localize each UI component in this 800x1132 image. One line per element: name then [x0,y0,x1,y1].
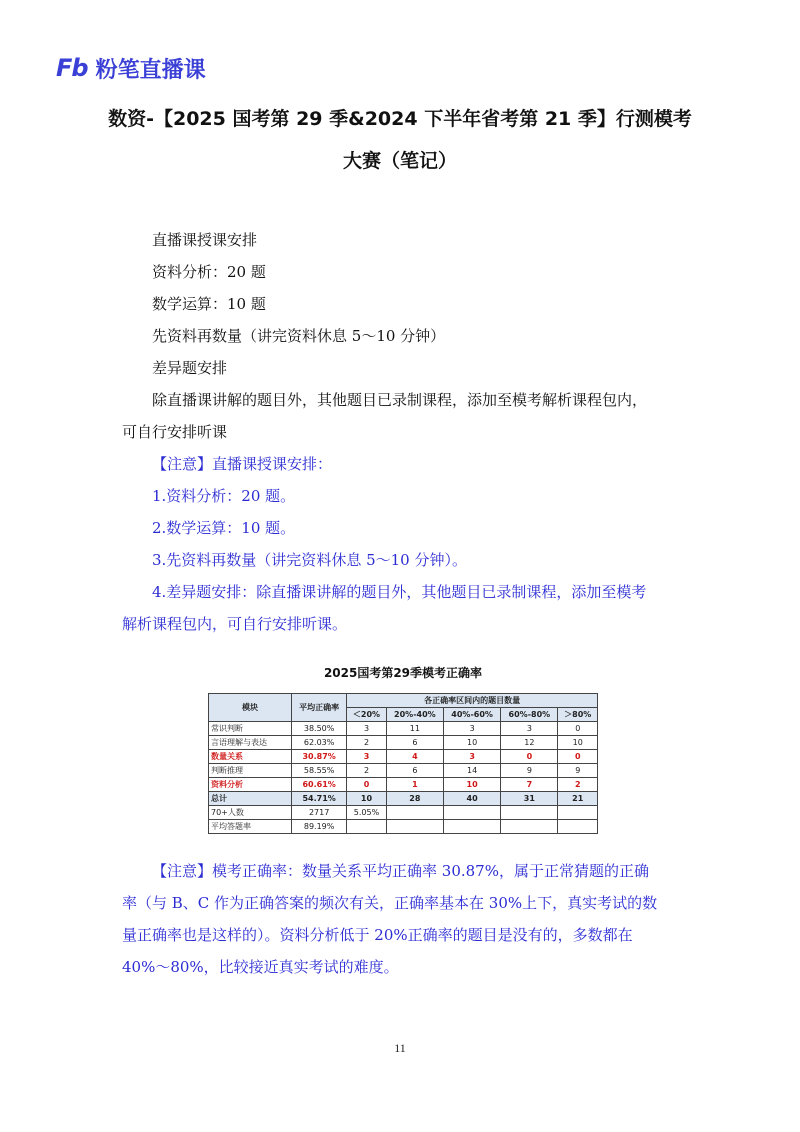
note-line: 1.资料分析：20 题。 [152,487,296,505]
count-cell: 31 [501,792,558,806]
table-row [209,736,598,750]
empty-cell [443,820,500,834]
extra-label: 70+人数 [209,806,292,820]
header-bin: ＞80% [558,708,598,722]
empty-cell [501,820,558,834]
brand-logo [56,52,206,84]
document-title-line1: 数资-【2025 国考第 29 季&2024 下半年省考第 21 季】行测模考 [108,108,692,130]
page-number: 11 [394,1041,406,1055]
empty-cell [386,806,443,820]
count-cell: 9 [501,764,558,778]
intro-line: 先资料再数量（讲完资料休息 5～10 分钟） [152,327,446,345]
header-group: 各正确率区间内的题目数量 [347,694,598,708]
count-cell: 7 [501,778,558,792]
table-row-highlight [209,778,598,792]
logo-icon: Fb [56,54,88,82]
intro-line: 差异题安排 [152,359,228,377]
count-cell: 28 [386,792,443,806]
logo-text: 粉笔直播课 [95,57,206,83]
extra-label: 平均答题率 [209,820,292,834]
table-row-extra [209,820,598,834]
intro-line: 直播课授课安排 [152,231,258,249]
note-line: 【注意】模考正确率：数量关系平均正确率 30.87%，属于正常猜题的正确 [152,862,649,880]
count-cell: 4 [386,750,443,764]
intro-line: 可自行安排听课 [122,423,228,441]
count-cell: 11 [386,722,443,736]
count-cell: 40 [443,792,500,806]
header-avg: 平均正确率 [292,694,347,722]
note-line: 4.差异题安排：除直播课讲解的题目外，其他题目已录制课程，添加至模考 [152,583,647,601]
header-bin: 40%-60% [443,708,500,722]
note-line: 量正确率也是这样的）。资料分析低于 20%正确率的题目是没有的，多数都在 [122,926,633,944]
count-cell: 0 [558,722,598,736]
count-cell: 10 [558,736,598,750]
avg-cell: 54.71% [292,792,347,806]
count-cell: 0 [347,778,386,792]
header-bin: 60%-80% [501,708,558,722]
note-line: 3.先资料再数量（讲完资料休息 5～10 分钟）。 [152,551,467,569]
avg-cell: 58.55% [292,764,347,778]
table-row-highlight [209,750,598,764]
count-cell: 6 [386,736,443,750]
note-heading: 【注意】直播课授课安排： [152,455,333,473]
intro-line: 数学运算：10 题 [152,295,266,313]
count-cell: 2 [347,736,386,750]
module-name: 常识判断 [209,722,292,736]
header-bin: 20%-40% [386,708,443,722]
empty-cell [443,806,500,820]
count-cell: 12 [501,736,558,750]
count-cell: 0 [558,750,598,764]
count-cell: 3 [347,750,386,764]
count-cell: 3 [443,722,500,736]
accuracy-table-figure [208,664,598,834]
table-row-extra [209,806,598,820]
module-name: 资料分析 [209,778,292,792]
intro-line: 除直播课讲解的题目外，其他题目已录制课程，添加至模考解析课程包内， [152,391,648,409]
count-cell: 0 [501,750,558,764]
count-cell: 10 [443,736,500,750]
extra-value: 2717 [292,806,347,820]
empty-cell [501,806,558,820]
extra-value: 5.05% [347,806,386,820]
module-name: 判断推理 [209,764,292,778]
count-cell: 2 [558,778,598,792]
document-title-line2: 大赛（笔记） [342,150,457,172]
count-cell: 9 [558,764,598,778]
count-cell: 10 [443,778,500,792]
avg-cell: 38.50% [292,722,347,736]
table-title: 2025国考第29季模考正确率 [323,666,483,680]
header-bin: ＜20% [347,708,386,722]
total-label: 总计 [209,792,292,806]
note-line: 解析课程包内，可自行安排听课。 [122,615,348,633]
table-row [209,764,598,778]
avg-cell: 30.87% [292,750,347,764]
empty-cell [386,820,443,834]
note-line: 2.数学运算：10 题。 [152,519,296,537]
count-cell: 2 [347,764,386,778]
count-cell: 3 [501,722,558,736]
empty-cell [558,806,598,820]
header-module: 模块 [209,694,292,722]
count-cell: 10 [347,792,386,806]
module-name: 言语理解与表达 [209,736,292,750]
note-line: 率（与 B、C 作为正确答案的频次有关，正确率基本在 30%上下，真实考试的数 [122,894,658,912]
empty-cell [558,820,598,834]
module-name: 数量关系 [209,750,292,764]
count-cell: 3 [347,722,386,736]
count-cell: 14 [443,764,500,778]
count-cell: 21 [558,792,598,806]
table-row [209,722,598,736]
count-cell: 6 [386,764,443,778]
empty-cell [347,820,386,834]
count-cell: 3 [443,750,500,764]
accuracy-table [208,693,598,834]
avg-cell: 62.03% [292,736,347,750]
avg-cell: 60.61% [292,778,347,792]
intro-line: 资料分析：20 题 [152,263,266,281]
count-cell: 1 [386,778,443,792]
note-line: 40%～80%，比较接近真实考试的难度。 [122,958,399,976]
table-row-total [209,792,598,806]
extra-value: 89.19% [292,820,347,834]
